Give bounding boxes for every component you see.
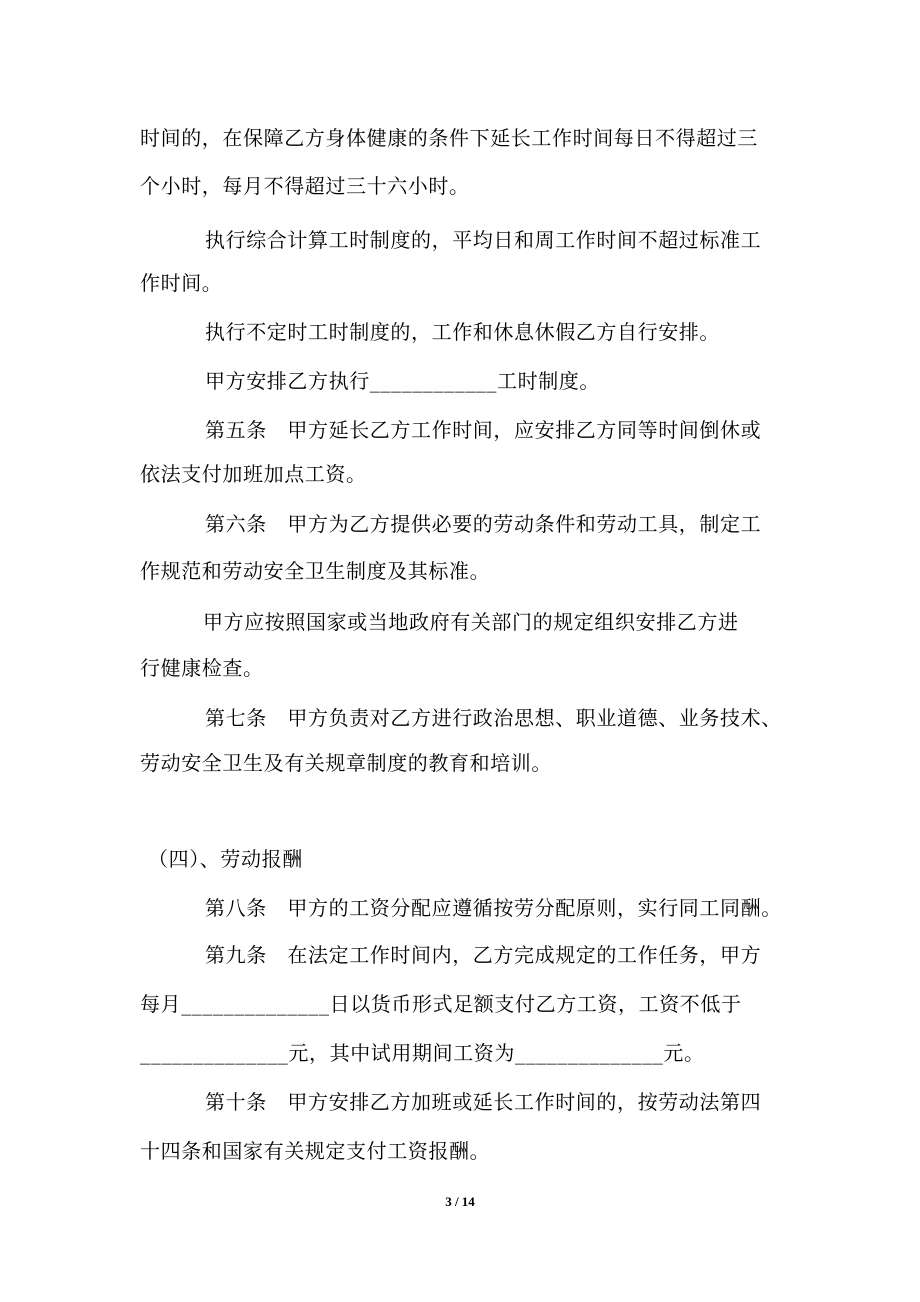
paragraph-line: 作规范和劳动安全卫生制度及其标准。 <box>140 559 491 583</box>
paragraph-line: 作时间。 <box>140 271 223 295</box>
paragraph-line: 第五条 甲方延长乙方工作时间，应安排乙方同等时间倒休或 <box>205 418 762 442</box>
paragraph-line: 第十条 甲方安排乙方加班或延长工作时间的，按劳动法第四 <box>205 1090 762 1114</box>
paragraph-line: 执行综合计算工时制度的，平均日和周工作时间不超过标准工 <box>205 228 762 252</box>
paragraph-line: 甲方安排乙方执行____________工时制度。 <box>205 369 600 393</box>
paragraph-line: 执行不定时工时制度的，工作和休息休假乙方自行安排。 <box>205 320 720 344</box>
paragraph-line: 个小时，每月不得超过三十六小时。 <box>140 174 470 198</box>
paragraph-line: 第七条 甲方负责对乙方进行政治思想、职业道德、业务技术、 <box>205 706 782 730</box>
section-heading: （四）、劳动报酬 <box>148 847 303 871</box>
paragraph-line: 第八条 甲方的工资分配应遵循按劳分配原则，实行同工同酬。 <box>205 896 782 920</box>
paragraph-line: 十四条和国家有关规定支付工资报酬。 <box>140 1139 491 1163</box>
paragraph-line: 行健康检查。 <box>140 656 264 680</box>
paragraph-line: 甲方应按照国家或当地政府有关部门的规定组织安排乙方进 <box>203 610 739 634</box>
paragraph-line: 每月______________日以货币形式足额支付乙方工资，工资不低于 <box>140 992 742 1016</box>
paragraph-line: 时间的，在保障乙方身体健康的条件下延长工作时间每日不得超过三 <box>140 126 758 150</box>
paragraph-line: ______________元，其中试用期间工资为______________元。 <box>140 1041 705 1065</box>
paragraph-line: 劳动安全卫生及有关规章制度的教育和培训。 <box>140 751 552 775</box>
page-number: 3 / 14 <box>445 1194 475 1209</box>
paragraph-line: 第九条 在法定工作时间内，乙方完成规定的工作任务，甲方 <box>205 943 762 967</box>
paragraph-line: 第六条 甲方为乙方提供必要的劳动条件和劳动工具，制定工 <box>205 512 762 536</box>
paragraph-line: 依法支付加班加点工资。 <box>140 462 367 486</box>
